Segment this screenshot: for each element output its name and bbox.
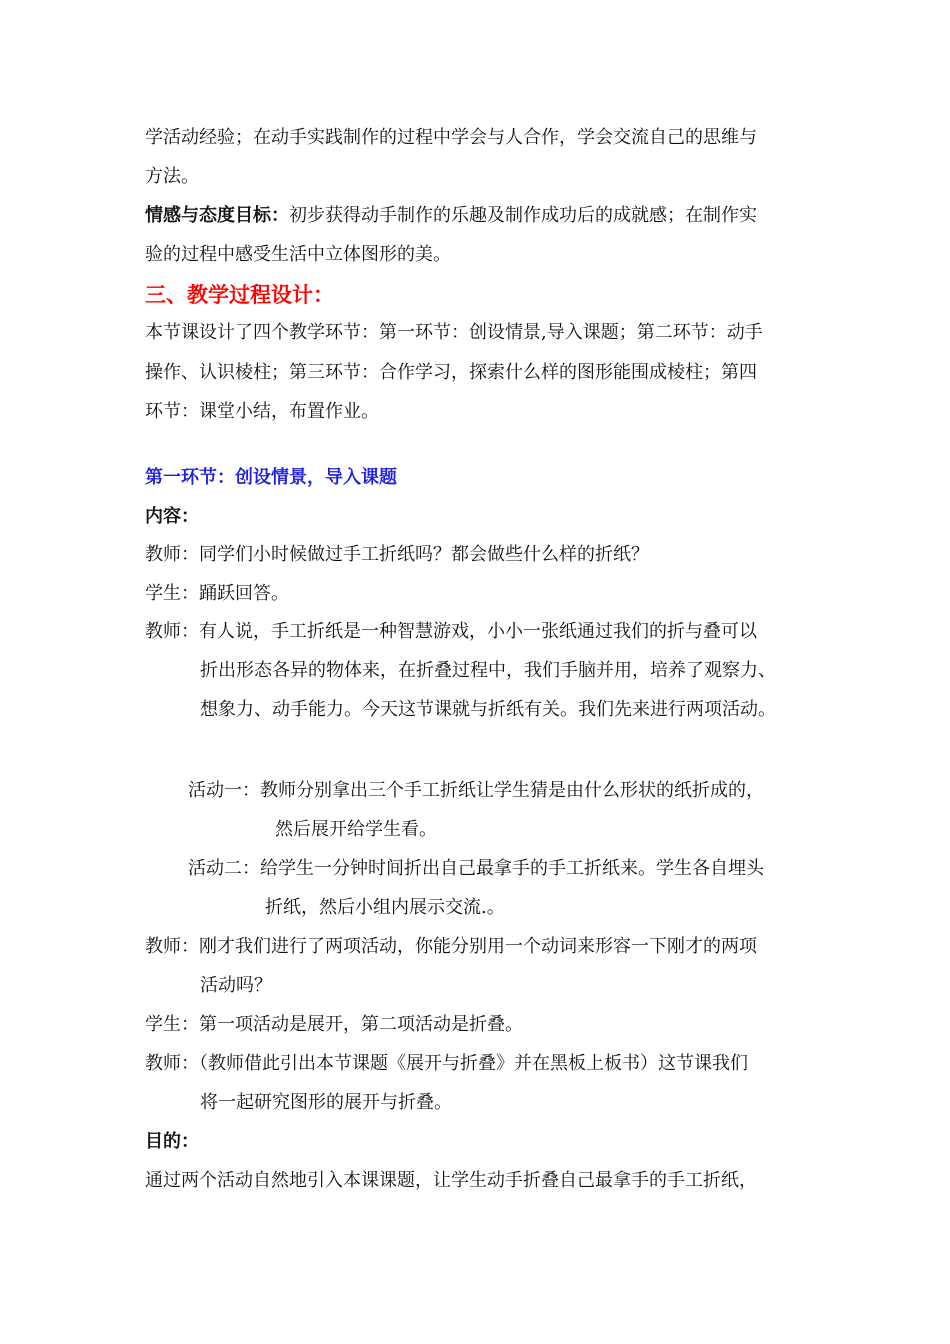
activity-1-line-a: 活动一：教师分别拿出三个手工折纸让学生猜是由什么形状的纸折成的， xyxy=(188,780,764,801)
section-intro-line-1: 本节课设计了四个教学环节：第一环节：创设情景,导入课题；第二环节：动手 xyxy=(145,322,763,343)
student-line-2: 学生：第一项活动是展开，第二项活动是折叠。 xyxy=(145,1014,523,1035)
emotion-objective xyxy=(145,204,757,228)
section-intro-line-2: 操作、认识棱柱；第三环节：合作学习，探索什么样的图形能围成棱柱；第四 xyxy=(145,362,757,383)
teacher-line-1: 教师：同学们小时候做过手工折纸吗？都会做些什么样的折纸？ xyxy=(145,544,649,565)
teacher-line-4a: 教师：（教师借此引出本节课题《展开与折叠》并在黑板上板书）这节课我们 xyxy=(145,1053,748,1074)
teacher-line-2c: 想象力、动手能力。今天这节课就与折纸有关。我们先来进行两项活动。 xyxy=(200,699,776,720)
teacher-line-3a: 教师：刚才我们进行了两项活动，你能分别用一个动词来形容一下刚才的两项 xyxy=(145,936,757,957)
emotion-objective-label: 情感与态度目标： xyxy=(145,205,289,226)
activity-1-line-b: 然后展开给学生看。 xyxy=(275,819,437,840)
activity-2-line-a: 活动二：给学生一分钟时间折出自己最拿手的手工折纸来。学生各自埋头 xyxy=(188,858,764,879)
emotion-objective-text: 初步获得动手制作的乐趣及制作成功后的成就感；在制作实 xyxy=(289,205,757,226)
purpose-label: 目的： xyxy=(145,1131,199,1152)
section-heading-teaching-process: 三、教学过程设计： xyxy=(145,283,334,307)
objectives-line-1: 学活动经验；在动手实践制作的过程中学会与人合作，学会交流自己的思维与 xyxy=(145,127,757,148)
content-label: 内容： xyxy=(145,506,199,527)
teacher-line-2b: 折出形态各异的物体来，在折叠过程中，我们手脑并用，培养了观察力、 xyxy=(200,660,776,681)
stage1-heading: 第一环节：创设情景，导入课题 xyxy=(145,467,397,488)
emotion-objective-line-2: 验的过程中感受生活中立体图形的美。 xyxy=(145,244,451,265)
teacher-line-3b: 活动吗？ xyxy=(200,975,272,996)
section-intro-line-3: 环节：课堂小结，布置作业。 xyxy=(145,401,379,422)
teacher-line-4b: 将一起研究图形的展开与折叠。 xyxy=(200,1092,452,1113)
student-line-1: 学生：踊跃回答。 xyxy=(145,583,289,604)
objectives-line-2: 方法。 xyxy=(145,166,199,187)
teacher-line-2a: 教师：有人说，手工折纸是一种智慧游戏，小小一张纸通过我们的折与叠可以 xyxy=(145,621,757,642)
purpose-line-1: 通过两个活动自然地引入本课课题，让学生动手折叠自己最拿手的手工折纸， xyxy=(145,1170,757,1191)
activity-2-line-b: 折纸，然后小组内展示交流.。 xyxy=(265,897,505,918)
